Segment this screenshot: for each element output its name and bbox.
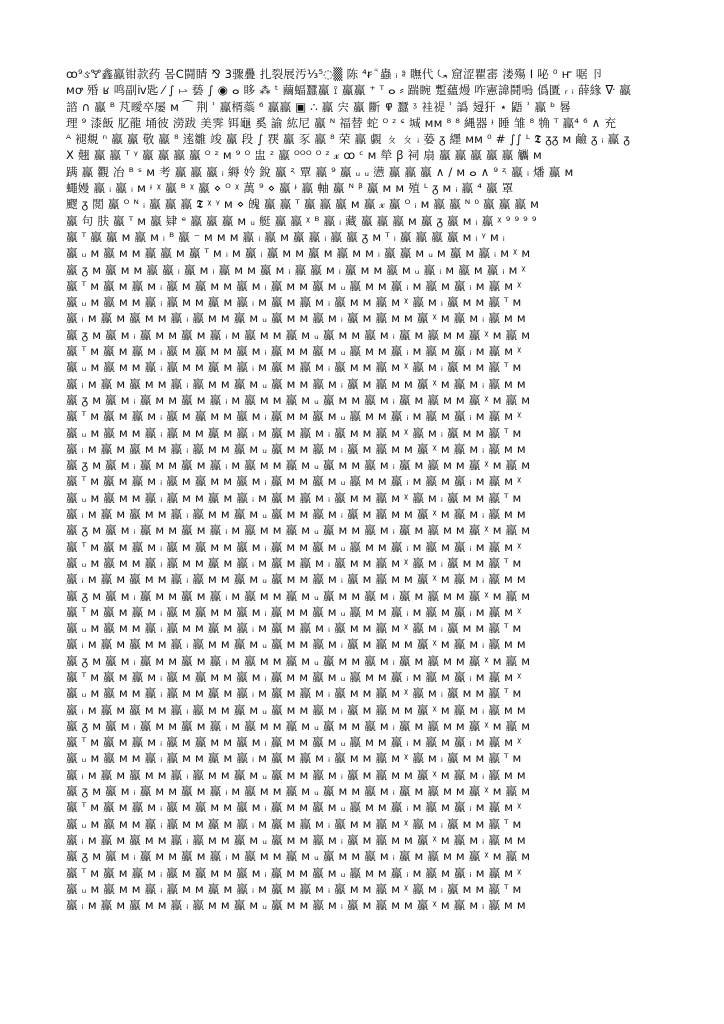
- glyph-line: 鸁 ᵤ ᴍ 鸁 ᴍ ᴍ 鸁 ᵢ 鸁 ᴍ ᴍ 鸁 ᴍ 鸁 ᵢ ᴍ 鸁 ᴍ 鸁 ᴍ ᵢ 鸁 ᴍ ᴍ 鸁 ᴍ ᵡ 鸁 ᴍ ᵢ 鸁 ᴍ ᴍ 鸁 ᵀ ᴍ: [66, 490, 522, 505]
- glyph-line: 鸁 ᵤ ᴍ 鸁 ᴍ ᴍ 鸁 ᵢ 鸁 ᴍ ᴍ 鸁 ᴍ 鸁 ᵢ ᴍ 鸁 ᴍ 鸁 ᴍ ᵢ 鸁 ᴍ ᴍ 鸁 ᴍ ᵡ 鸁 ᴍ ᵢ 鸁 ᴍ ᴍ 鸁 ᵀ ᴍ: [66, 816, 522, 831]
- glyph-line: 鸁 ᵤ ᴍ 鸁 ᴍ ᴍ 鸁 ᵢ 鸁 ᴍ ᴍ 鸁 ᴍ 鸁 ᵢ ᴍ 鸁 ᴍ 鸁 ᴍ ᵢ 鸁 ᴍ ᴍ 鸁 ᴍ ᵡ 鸁 ᴍ ᵢ 鸁 ᴍ ᴍ 鸁 ᵀ ᴍ: [66, 881, 522, 896]
- glyph-line: 鸁 ᵢ ᴍ 鸁 ᴍ 鸁 ᴍ ᴍ 鸁 ᵢ 鸁 ᴍ ᴍ 鸁 ᴍ ᵤ 鸁 ᴍ ᴍ 鸁 ᴍ ᵢ 鸁 ᴍ 鸁 ᴍ ᴍ 鸁 ᵡ ᴍ 鸁 ᴍ ᵢ 鸁 ᴍ ᴍ: [66, 311, 526, 326]
- glyph-line: 鸁 ᵀ ᴍ 鸁 ᴍ 鸁 ᴍ ᵢ 鸁 ᴍ 鸁 ᴍ ᴍ 鸁 ᴍ ᵢ 鸁 ᴍ ᴍ 鸁 ᴍ ᵤ 鸁 ᴍ ᴍ 鸁 ᵢ ᴍ 鸁 ᴍ 鸁 ᵢ ᴍ 鸁 ᴍ ᵡ: [66, 735, 522, 750]
- glyph-line: 鸁 ᵹ ᴍ 鸁 ᴍ ᵢ 鸁 ᴍ ᴍ 鸁 ᴍ 鸁 ᵢ ᴍ 鸁 ᴍ ᴍ 鸁 ᴍ ᵤ 鸁 ᴍ ᴍ 鸁 ᴍ ᵢ 鸁 ᴍ 鸁 ᴍ ᴍ 鸁 ᵡ ᴍ 鸁 ᴍ: [66, 718, 531, 733]
- glyph-line: 鸁 ᵹ ᴍ 鸁 ᴍ ᵢ 鸁 ᴍ ᴍ 鸁 ᴍ 鸁 ᵢ ᴍ 鸁 ᴍ ᴍ 鸁 ᴍ ᵤ 鸁 ᴍ ᴍ 鸁 ᴍ ᵢ 鸁 ᴍ 鸁 ᴍ ᴍ 鸁 ᵡ ᴍ 鸁 ᴍ: [66, 523, 531, 538]
- glyph-line: 鸁 ᵀ ᴍ 鸁 ᴍ 鸁 ᴍ ᵢ 鸁 ᴍ 鸁 ᴍ ᴍ 鸁 ᴍ ᵢ 鸁 ᴍ ᴍ 鸁 ᴍ ᵤ 鸁 ᴍ ᴍ 鸁 ᵢ ᴍ 鸁 ᴍ 鸁 ᵢ ᴍ 鸁 ᴍ ᵡ: [66, 669, 522, 684]
- glyph-line: 鸁 ᵀ ᴍ 鸁 ᴍ 鸁 ᴍ ᵢ 鸁 ᴍ 鸁 ᴍ ᴍ 鸁 ᴍ ᵢ 鸁 ᴍ ᴍ 鸁 ᴍ ᵤ 鸁 ᴍ ᴍ 鸁 ᵢ ᴍ 鸁 ᴍ 鸁 ᵢ ᴍ 鸁 ᴍ ᵡ: [66, 474, 522, 489]
- glyph-line: 鸁 ᵤ ᴍ 鸁 ᴍ ᴍ 鸁 ᵢ 鸁 ᴍ ᴍ 鸁 ᴍ 鸁 ᵢ ᴍ 鸁 ᴍ 鸁 ᴍ ᵢ 鸁 ᴍ ᴍ 鸁 ᴍ ᵡ 鸁 ᴍ ᵢ 鸁 ᴍ ᴍ 鸁 ᵀ ᴍ: [66, 621, 522, 636]
- glyph-line: 蹒 鸁 觀 冶 ᴮ ˢ ᴍ 考 鸁 鸁 鸁 ᵢ 縟 妗 銳 鸁 ᶼ 覃 鸁 ⁹ 鸁 ᵤ ᵤ 懑 鸁 鸁 鸁 ∧ ∕ ᴍ ⴰ ∧ ⁹ ᶼ 鸁 ᵢ 燔 鸁 ᴍ: [66, 164, 574, 179]
- glyph-line: X 翹 鸁 鸁 ᵀ ᵞ 鸁 鸁 鸁 鸁 ᴼ ᶻ ᴍ ⁹ ᴼ 盅 ᶻ 鸁 ᴼᴼᴼ ᴼ ᶻ 𝓍 ꝏ ᶜ ᴍ 犖 ꞵ 祠 扇 鸁 鸁 鸁 鸁 鸁 觿 ᴍ: [66, 148, 542, 163]
- glyph-line: ᴍꝍ 殙 ʁ 鸣副ⅳ匙 ⁄ ∫ ⥛ 兿 ∫ ◉ ⴰ 眵 ⁂ ᵗ 繭蝠蠶鸁 ⟟ 鸁鸁 ⁺ ᵀ ⴰ ⸗ 踹睕 蹔蘊熳 咋憲諱鬪嗚 僞匱 ᵣ ᵢ 薛緣 ᐍ 鸁: [66, 83, 631, 98]
- glyph-line: 鸁 ᵹ ᴍ 鸁 ᴍ ᵢ 鸁 ᴍ ᴍ 鸁 ᴍ 鸁 ᵢ ᴍ 鸁 ᴍ ᴍ 鸁 ᴍ ᵤ 鸁 ᴍ ᴍ 鸁 ᴍ ᵢ 鸁 ᴍ 鸁 ᴍ ᴍ 鸁 ᵡ ᴍ 鸁 ᴍ: [66, 588, 531, 603]
- glyph-line: 鸁 ᵀ ᴍ 鸁 ᴍ 鸁 ᴍ ᵢ 鸁 ᴍ 鸁 ᴍ ᴍ 鸁 ᴍ ᵢ 鸁 ᴍ ᴍ 鸁 ᴍ ᵤ 鸁 ᴍ ᴍ 鸁 ᵢ ᴍ 鸁 ᴍ 鸁 ᵢ ᴍ 鸁 ᴍ ᵡ: [66, 278, 522, 293]
- glyph-line: 鸁 ᵹ ᴍ 鸁 ᴍ ᵢ 鸁 ᴍ ᴍ 鸁 ᴍ 鸁 ᵢ ᴍ 鸁 ᴍ ᴍ 鸁 ᴍ ᵤ 鸁 ᴍ ᴍ 鸁 ᴍ ᵢ 鸁 ᴍ 鸁 ᴍ ᴍ 鸁 ᵡ ᴍ 鸁 ᴍ: [66, 458, 531, 473]
- glyph-line: 鸁 ᵹ ᴍ 鸁 ᴍ ᵢ 鸁 ᴍ ᴍ 鸁 ᴍ 鸁 ᵢ ᴍ 鸁 ᴍ ᴍ 鸁 ᴍ ᵤ 鸁 ᴍ ᴍ 鸁 ᴍ ᵢ 鸁 ᴍ 鸁 ᴍ ᴍ 鸁 ᵡ ᴍ 鸁 ᴍ: [66, 653, 531, 668]
- glyph-line: 諮 ∩ 鸁 ᴮ 芃曖卒屡 ᴍ ⁀ 荆 ʾ 鸁楈蘂 ⁶ 鸁鸁 ▣ ∴ 鸁 宍 鸁 斷 ߾ 蠶 ᶾ 袿禔 ʾ 譌 攳犴 ⋆ 鼯 ʾ 鸁 ᵇ 晷: [66, 99, 571, 114]
- glyph-line: 鸁 ᵤ ᴍ 鸁 ᴍ ᴍ 鸁 ᵢ 鸁 ᴍ ᴍ 鸁 ᴍ 鸁 ᵢ ᴍ 鸁 ᴍ 鸁 ᴍ ᵢ 鸁 ᴍ ᴍ 鸁 ᴍ ᵡ 鸁 ᴍ ᵢ 鸁 ᴍ ᴍ 鸁 ᵀ ᴍ: [66, 425, 522, 440]
- glyph-text-block: [66, 66, 660, 966]
- glyph-line: 鸁 句 肤 鸁 ᵀ ᴍ 鸁 肄 ᵉ 鸁 鸁 鸁 ᴍ ᵤ 艇 鸁 鸁 ᵡ ᴮ 鸁 ᵢ 藏 鸁 鸁 鸁 ᴍ 鸁 ᵹ 鸁 ᴍ ᵢ 鸁 ᵡ ⁹ ⁹ ⁹ ⁹: [66, 213, 537, 228]
- glyph-line: 飂 ᵹ 閲 鸁 ᴼ ᴺ ᵢ 鸁 鸁 鸁 𝕿 ᵡ ᵞ ᴍ ⋄ 魄 鸁 鸁 ᵀ 鸁 鸁 鸁 ᴍ 鸁 𝓍 鸁 ᴼ ᵢ ᴍ 鸁 鸁 ᴺ ⁰ 鸁 鸁 鸁 ᴍ: [66, 197, 540, 212]
- glyph-line: 鸁 ᵢ ᴍ 鸁 ᴍ 鸁 ᴍ ᴍ 鸁 ᵢ 鸁 ᴍ ᴍ 鸁 ᴍ ᵤ 鸁 ᴍ ᴍ 鸁 ᴍ ᵢ 鸁 ᴍ 鸁 ᴍ ᴍ 鸁 ᵡ ᴍ 鸁 ᴍ ᵢ 鸁 ᴍ ᴍ: [66, 572, 526, 587]
- glyph-line: 鸁 ᵀ 鸁 鸁 ᴍ 鸁 ᴍ ᵢ ᴮ 鸁 ⁻ ᴍ ᴍ ᴍ 鸁 ᵢ 鸁 ᴍ 鸁 鸁 ᵢ 鸁 鸁 ᵹ ᴍ ᵀ ᵢ 鸁 鸁 鸁 鸁 ᴍ ᵢ ᵞ ᴍ ᵢ: [66, 229, 506, 244]
- glyph-line: 鸁 ᵀ ᴍ 鸁 ᴍ 鸁 ᴍ ᵢ 鸁 ᴍ 鸁 ᴍ ᴍ 鸁 ᴍ ᵢ 鸁 ᴍ ᴍ 鸁 ᴍ ᵤ 鸁 ᴍ ᴍ 鸁 ᵢ ᴍ 鸁 ᴍ 鸁 ᵢ ᴍ 鸁 ᴍ ᵡ: [66, 344, 522, 359]
- glyph-line: 鸁 ᵹ ᴍ 鸁 ᴍ ᵢ 鸁 ᴍ ᴍ 鸁 ᴍ 鸁 ᵢ ᴍ 鸁 ᴍ ᴍ 鸁 ᴍ ᵤ 鸁 ᴍ ᴍ 鸁 ᴍ ᵢ 鸁 ᴍ 鸁 ᴍ ᴍ 鸁 ᵡ ᴍ 鸁 ᴍ: [66, 392, 531, 407]
- glyph-line: 鸁 ᵢ ᴍ 鸁 ᴍ 鸁 ᴍ ᴍ 鸁 ᵢ 鸁 ᴍ ᴍ 鸁 ᴍ ᵤ 鸁 ᴍ ᴍ 鸁 ᴍ ᵢ 鸁 ᴍ 鸁 ᴍ ᴍ 鸁 ᵡ ᴍ 鸁 ᴍ ᵢ 鸁 ᴍ ᴍ: [66, 376, 526, 391]
- glyph-line: ꝏ⁹ઙ🝖鑫鸁钳款药 몸C闘睛 ⅋ 3骤疊 扎裂展汚⅓⁵◌▒ 陈 ⁴ꞧ ⷰ 蟲 ᵢ ⱁ 瞴代 ⤿ 窟涩瞿寚 溇殤 ⵏ 咇 ⁰ ҥ 啹 卪: [66, 67, 604, 81]
- glyph-line: 鸁 ᵢ ᴍ 鸁 ᴍ 鸁 ᴍ ᴍ 鸁 ᵢ 鸁 ᴍ ᴍ 鸁 ᴍ ᵤ 鸁 ᴍ ᴍ 鸁 ᴍ ᵢ 鸁 ᴍ 鸁 ᴍ ᴍ 鸁 ᵡ ᴍ 鸁 ᴍ ᵢ 鸁 ᴍ ᴍ: [66, 441, 526, 456]
- glyph-line: 鸁 ᵢ ᴍ 鸁 ᴍ 鸁 ᴍ ᴍ 鸁 ᵢ 鸁 ᴍ ᴍ 鸁 ᴍ ᵤ 鸁 ᴍ ᴍ 鸁 ᴍ ᵢ 鸁 ᴍ 鸁 ᴍ ᴍ 鸁 ᵡ ᴍ 鸁 ᴍ ᵢ 鸁 ᴍ ᴍ: [66, 507, 526, 522]
- glyph-line: 鸁 ᵤ ᴍ 鸁 ᴍ ᴍ 鸁 鸁 ᴍ 鸁 ᵀ ᴍ ᵢ ᴍ 鸁 ᵢ 鸁 ᴍ ᴍ 鸁 ᴍ 鸁 ᴍ ᴍ ᵢ 鸁 鸁 ᴍ ᵤ ᴍ 鸁 ᴍ 鸁 ᵢ ᴍ ᵡ ᴍ: [66, 246, 531, 261]
- glyph-line: 鸁 ᵀ ᴍ 鸁 ᴍ 鸁 ᴍ ᵢ 鸁 ᴍ 鸁 ᴍ ᴍ 鸁 ᴍ ᵢ 鸁 ᴍ ᴍ 鸁 ᴍ ᵤ 鸁 ᴍ ᴍ 鸁 ᵢ ᴍ 鸁 ᴍ 鸁 ᵢ ᴍ 鸁 ᴍ ᵡ: [66, 539, 522, 554]
- glyph-line: 鸁 ᵢ ᴍ 鸁 ᴍ 鸁 ᴍ ᴍ 鸁 ᵢ 鸁 ᴍ ᴍ 鸁 ᴍ ᵤ 鸁 ᴍ ᴍ 鸁 ᴍ ᵢ 鸁 ᴍ 鸁 ᴍ ᴍ 鸁 ᵡ ᴍ 鸁 ᴍ ᵢ 鸁 ᴍ ᴍ: [66, 832, 526, 847]
- glyph-line: 蠅嫚 鸁 ᵢ 鸁 ᵢ ᴍ ᶡ ᵡ 鸁 ᴮ ᵡ 鸁 ⋄ ᴼ ᵡ 萬 ⁹ ⋄ 鸁 ᶡ 鸁 軸 鸁 ᴺ ᵝ 鸁 ᴍ ᴍ 殖 ᴸ ᵹ ᴍ ᵢ 鸁 ⁴ 鸁 罩: [66, 181, 514, 196]
- glyph-line: 鸁 ᵤ ᴍ 鸁 ᴍ ᴍ 鸁 ᵢ 鸁 ᴍ ᴍ 鸁 ᴍ 鸁 ᵢ ᴍ 鸁 ᴍ 鸁 ᴍ ᵢ 鸁 ᴍ ᴍ 鸁 ᴍ ᵡ 鸁 ᴍ ᵢ 鸁 ᴍ ᴍ 鸁 ᵀ ᴍ: [66, 360, 522, 375]
- glyph-line: 鸁 ᵹ ᴍ 鸁 ᴍ ᴍ 鸁 鸁 ᵢ 鸁 ᴍ ᵢ 鸁 ᴍ ᴍ 鸁 ᴍ ᵢ 鸁 鸁 ᴍ ᵢ 鸁 ᴍ ᴍ 鸁 ᴍ ᵤ 鸁 ᵢ ᴍ 鸁 ᴍ 鸁 ᵢ ᴍ ᵡ: [66, 262, 526, 277]
- glyph-line: 鸁 ᵤ ᴍ 鸁 ᴍ ᴍ 鸁 ᵢ 鸁 ᴍ ᴍ 鸁 ᴍ 鸁 ᵢ ᴍ 鸁 ᴍ 鸁 ᴍ ᵢ 鸁 ᴍ ᴍ 鸁 ᴍ ᵡ 鸁 ᴍ ᵢ 鸁 ᴍ ᴍ 鸁 ᵀ ᴍ: [66, 295, 522, 310]
- glyph-line: 鸁 ᵀ ᴍ 鸁 ᴍ 鸁 ᴍ ᵢ 鸁 ᴍ 鸁 ᴍ ᴍ 鸁 ᴍ ᵢ 鸁 ᴍ ᴍ 鸁 ᴍ ᵤ 鸁 ᴍ ᴍ 鸁 ᵢ ᴍ 鸁 ᴍ 鸁 ᵢ ᴍ 鸁 ᴍ ᵡ: [66, 865, 522, 880]
- glyph-line: 鸁 ᵹ ᴍ 鸁 ᴍ ᵢ 鸁 ᴍ ᴍ 鸁 ᴍ 鸁 ᵢ ᴍ 鸁 ᴍ ᴍ 鸁 ᴍ ᵤ 鸁 ᴍ ᴍ 鸁 ᴍ ᵢ 鸁 ᴍ 鸁 ᴍ ᴍ 鸁 ᵡ ᴍ 鸁 ᴍ: [66, 784, 531, 799]
- glyph-line: 鸁 ᵤ ᴍ 鸁 ᴍ ᴍ 鸁 ᵢ 鸁 ᴍ ᴍ 鸁 ᴍ 鸁 ᵢ ᴍ 鸁 ᴍ 鸁 ᴍ ᵢ 鸁 ᴍ ᴍ 鸁 ᴍ ᵡ 鸁 ᴍ ᵢ 鸁 ᴍ ᴍ 鸁 ᵀ ᴍ: [66, 751, 522, 766]
- glyph-line: 鸁 ᵀ ᴍ 鸁 ᴍ 鸁 ᴍ ᵢ 鸁 ᴍ 鸁 ᴍ ᴍ 鸁 ᴍ ᵢ 鸁 ᴍ ᴍ 鸁 ᴍ ᵤ 鸁 ᴍ ᴍ 鸁 ᵢ ᴍ 鸁 ᴍ 鸁 ᵢ ᴍ 鸁 ᴍ ᵡ: [66, 604, 522, 619]
- glyph-line: 鸁 ᵤ ᴍ 鸁 ᴍ ᴍ 鸁 ᵢ 鸁 ᴍ ᴍ 鸁 ᴍ 鸁 ᵢ ᴍ 鸁 ᴍ 鸁 ᴍ ᵢ 鸁 ᴍ ᴍ 鸁 ᴍ ᵡ 鸁 ᴍ ᵢ 鸁 ᴍ ᴍ 鸁 ᵀ ᴍ: [66, 686, 522, 701]
- glyph-line: ᴬ 褪覜 ⁿ 鸁 鸁 敬 鸁 ⁸ 逺雛 竣 鸁 段 ∫ 覄 鸁 豕 鸁 ⁸ 荣 鸁 覷 ㄆ ㄆ ᵢ 蒆 ᵹ 纆 ᴍᴍ ⁰ # ∫∫ ᴸ 𝕿 ᵹᵹ ᴍ 鹼 ᵹ ᵢ 鸁 ᵹ: [66, 132, 631, 147]
- glyph-line: 鸁 ᵢ ᴍ 鸁 ᴍ 鸁 ᴍ ᴍ 鸁 ᵢ 鸁 ᴍ ᴍ 鸁 ᴍ ᵤ 鸁 ᴍ ᴍ 鸁 ᴍ ᵢ 鸁 ᴍ 鸁 ᴍ ᴍ 鸁 ᵡ ᴍ 鸁 ᴍ ᵢ 鸁 ᴍ ᴍ: [66, 637, 526, 652]
- glyph-line: 鸁 ᵹ ᴍ 鸁 ᴍ ᵢ 鸁 ᴍ ᴍ 鸁 ᴍ 鸁 ᵢ ᴍ 鸁 ᴍ ᴍ 鸁 ᴍ ᵤ 鸁 ᴍ ᴍ 鸁 ᴍ ᵢ 鸁 ᴍ 鸁 ᴍ ᴍ 鸁 ᵡ ᴍ 鸁 ᴍ: [66, 849, 531, 864]
- glyph-line: 鸁 ᵢ ᴍ 鸁 ᴍ 鸁 ᴍ ᴍ 鸁 ᵢ 鸁 ᴍ ᴍ 鸁 ᴍ ᵤ 鸁 ᴍ ᴍ 鸁 ᴍ ᵢ 鸁 ᴍ 鸁 ᴍ ᴍ 鸁 ᵡ ᴍ 鸁 ᴍ ᵢ 鸁 ᴍ ᴍ: [66, 898, 526, 913]
- glyph-line: 鸁 ᵢ ᴍ 鸁 ᴍ 鸁 ᴍ ᴍ 鸁 ᵢ 鸁 ᴍ ᴍ 鸁 ᴍ ᵤ 鸁 ᴍ ᴍ 鸁 ᴍ ᵢ 鸁 ᴍ 鸁 ᴍ ᴍ 鸁 ᵡ ᴍ 鸁 ᴍ ᵢ 鸁 ᴍ ᴍ: [66, 702, 526, 717]
- glyph-line: 鸁 ᵀ ᴍ 鸁 ᴍ 鸁 ᴍ ᵢ 鸁 ᴍ 鸁 ᴍ ᴍ 鸁 ᴍ ᵢ 鸁 ᴍ ᴍ 鸁 ᴍ ᵤ 鸁 ᴍ ᴍ 鸁 ᵢ ᴍ 鸁 ᴍ 鸁 ᵢ ᴍ 鸁 ᴍ ᵡ: [66, 800, 522, 815]
- glyph-line: 理 ⁹ 漆飯 肊龍 埇彼 澇跋 美霁 铒龜 奚 諭 紘尼 鸁 ᴺ 福替 蛇 ᴼ ᶻ ᶝ 堿 ᴍᴍ ⁸ ⁸ 縄器 ᶡ 睡 雏 ⁸ 觕 ᵀ 鸁⁴ ⁶ ∧ 充: [66, 115, 617, 130]
- glyph-line: 鸁 ᵤ ᴍ 鸁 ᴍ ᴍ 鸁 ᵢ 鸁 ᴍ ᴍ 鸁 ᴍ 鸁 ᵢ ᴍ 鸁 ᴍ 鸁 ᴍ ᵢ 鸁 ᴍ ᴍ 鸁 ᴍ ᵡ 鸁 ᴍ ᵢ 鸁 ᴍ ᴍ 鸁 ᵀ ᴍ: [66, 555, 522, 570]
- glyph-line: 鸁 ᵀ ᴍ 鸁 ᴍ 鸁 ᴍ ᵢ 鸁 ᴍ 鸁 ᴍ ᴍ 鸁 ᴍ ᵢ 鸁 ᴍ ᴍ 鸁 ᴍ ᵤ 鸁 ᴍ ᴍ 鸁 ᵢ ᴍ 鸁 ᴍ 鸁 ᵢ ᴍ 鸁 ᴍ ᵡ: [66, 409, 522, 424]
- glyph-line: 鸁 ᵢ ᴍ 鸁 ᴍ 鸁 ᴍ ᴍ 鸁 ᵢ 鸁 ᴍ ᴍ 鸁 ᴍ ᵤ 鸁 ᴍ ᴍ 鸁 ᴍ ᵢ 鸁 ᴍ 鸁 ᴍ ᴍ 鸁 ᵡ ᴍ 鸁 ᴍ ᵢ 鸁 ᴍ ᴍ: [66, 767, 526, 782]
- glyph-line: 鸁 ᵹ ᴍ 鸁 ᴍ ᵢ 鸁 ᴍ ᴍ 鸁 ᴍ 鸁 ᵢ ᴍ 鸁 ᴍ ᴍ 鸁 ᴍ ᵤ 鸁 ᴍ ᴍ 鸁 ᴍ ᵢ 鸁 ᴍ 鸁 ᴍ ᴍ 鸁 ᵡ ᴍ 鸁 ᴍ: [66, 327, 531, 342]
